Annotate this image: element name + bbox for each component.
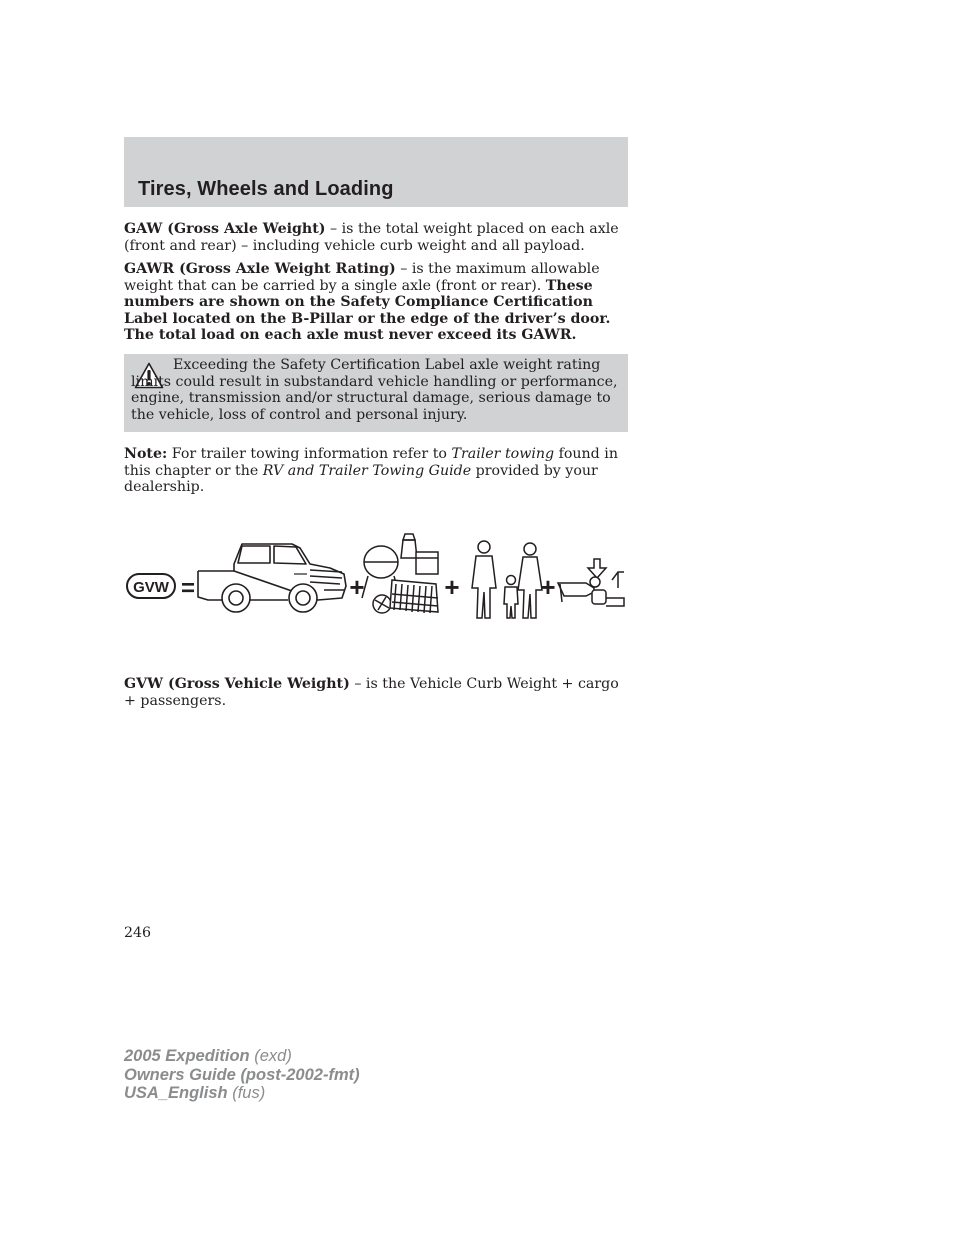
trailer-hitch-icon — [558, 559, 624, 606]
section-title: Tires, Wheels and Loading — [138, 178, 394, 200]
plus-sign: + — [540, 572, 556, 602]
plus-sign: + — [349, 572, 365, 602]
footer-language-code: (fus) — [227, 1084, 266, 1102]
document-footer — [124, 1047, 360, 1103]
footer-model: 2005 Expedition — [124, 1047, 250, 1065]
gvw-badge-label: GVW — [133, 579, 169, 596]
cargo-icon — [362, 534, 438, 613]
gvw-text: – is the Vehicle Curb Weight + cargo + passengers. — [124, 676, 619, 709]
footer-language: USA_English — [124, 1084, 228, 1102]
footer-model-code: (exd) — [249, 1047, 292, 1065]
footer-guide: Owners Guide (post-2002-fmt) — [124, 1065, 360, 1084]
pickup-truck-icon — [198, 544, 346, 612]
note-text: found in this chapter or the — [124, 446, 618, 479]
plus-sign: + — [444, 572, 460, 602]
gvw-illustration — [124, 528, 628, 622]
warning-text: Exceeding the Safety Certification Label axle weight rating limits could result in substandard vehicle handling or performance, engine, transmission and/or structural damage, serious damage to the vehicle, loss of control and personal injury. — [131, 357, 618, 423]
trailer-towing-reference: Trailer towing — [451, 446, 555, 462]
equals-sign: = — [180, 575, 196, 602]
section-header — [124, 137, 628, 207]
gaw-text: – is the total weight placed on each axle (front and rear) – including vehicle curb weight and all payload. — [124, 221, 619, 254]
page-number: 246 — [124, 925, 152, 941]
gawr-definition — [124, 261, 628, 344]
passengers-icon — [472, 541, 542, 618]
gaw-term: GAW (Gross Axle Weight) — [124, 221, 326, 237]
gaw-definition — [124, 221, 628, 254]
towing-guide-reference: RV and Trailer Towing Guide — [262, 462, 472, 479]
gvw-definition — [124, 676, 628, 709]
gawr-text: – is the maximum allowable weight that can be carried by a single axle (front or rear). — [124, 261, 600, 294]
gvw-badge — [127, 574, 175, 598]
trailer-note — [124, 446, 628, 496]
note-text: provided by your dealership. — [124, 462, 598, 496]
note-text: For trailer towing information refer to — [167, 446, 452, 462]
gawr-term: GAWR (Gross Axle Weight Rating) — [124, 261, 396, 277]
gvw-term: GVW (Gross Vehicle Weight) — [124, 676, 350, 692]
note-label: Note: — [124, 446, 168, 462]
gawr-emphasis: These numbers are shown on the Safety Compliance Certification Label located on the B-Pillar or the edge of the driver’s door. The total load on each axle must never exceed its GAWR. — [124, 277, 611, 344]
warning-box — [124, 354, 628, 432]
